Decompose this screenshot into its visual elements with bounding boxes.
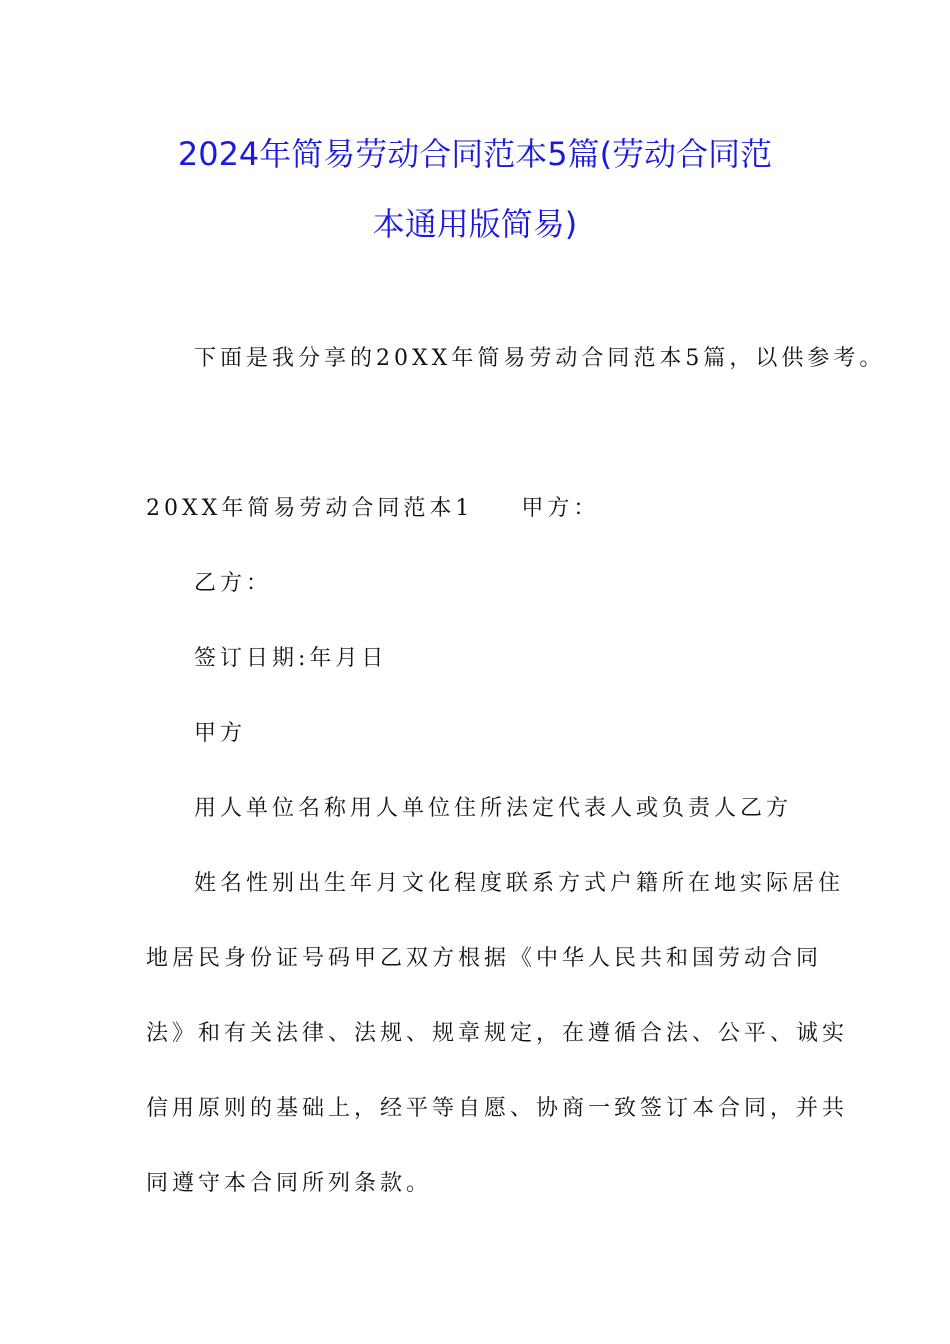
- party-b-label: 乙方：: [194, 571, 273, 596]
- body-line-1: 姓名性别出生年月文化程度联系方式户籍所在地实际居住: [194, 871, 845, 896]
- section-heading-row: [146, 494, 599, 524]
- section-heading: 20XX年简易劳动合同范本1: [146, 496, 474, 521]
- body-line-2: 地居民身份证号码甲乙双方根据《中华人民共和国劳动合同: [146, 946, 823, 971]
- sign-date-line: 签订日期:年月日: [194, 646, 388, 671]
- document-title-line-2: 本通用版简易): [372, 205, 578, 243]
- body-line-3: 法》和有关法律、法规、规章规定，在遵循合法、公平、诚实: [146, 1021, 849, 1046]
- intro-paragraph: 下面是我分享的20XX年简易劳动合同范本5篇，以供参考。: [194, 346, 886, 371]
- party-a-label: 甲方：: [521, 496, 600, 521]
- document-title-line-1: 2024年简易劳动合同范本5篇(劳动合同范: [177, 135, 773, 173]
- party-a-heading: 甲方: [194, 721, 247, 746]
- body-line-4: 信用原则的基础上，经平等自愿、协商一致签订本合同，并共: [146, 1096, 849, 1121]
- body-line-5: 同遵守本合同所列条款。: [146, 1171, 433, 1196]
- employer-fields-line: 用人单位名称用人单位住所法定代表人或负责人乙方: [194, 796, 793, 821]
